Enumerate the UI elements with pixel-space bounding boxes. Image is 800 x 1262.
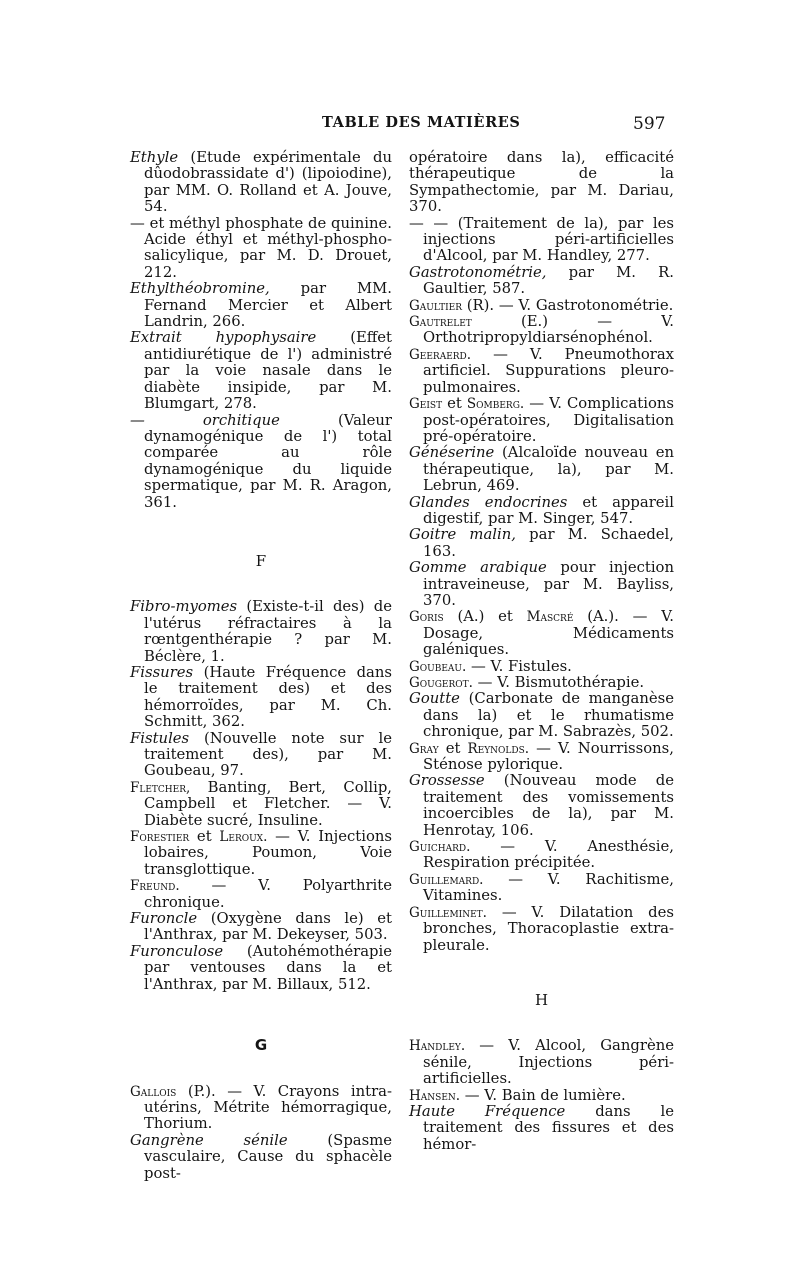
entry-text: — V. Alcool, Gangrène sénile, Injections péri-artificielles. [423, 1037, 674, 1088]
entry-text: dans le traitement des fissures et des hémor- [423, 1102, 674, 1153]
index-entry [409, 445, 674, 494]
entry-heading: Glandes endocrines [409, 493, 568, 511]
entry-text: (Existe-t-il des) de l'utérus réfractaires à la rœntgenthérapie ? par M. Béclère, 1. [144, 598, 392, 665]
index-entry [409, 872, 674, 905]
entry-text: (Haute Fréquence dans le traitement des) et des hémorroïdes, par M. Ch. Schmitt, 362. [144, 663, 392, 731]
index-entry [409, 314, 674, 347]
entry-heading: Haute Fréquence [409, 1102, 566, 1120]
index-entry [130, 878, 392, 911]
index-entry [409, 560, 674, 609]
author-name: Reynolds. [467, 740, 530, 757]
entry-heading: Ethylthéobromine, [130, 280, 270, 298]
entry-text: — V. Rachitisme, Vitamines. [423, 870, 674, 905]
index-entry [130, 780, 392, 829]
section-letter-h: H [534, 990, 549, 1009]
entry-heading: Généserine [409, 444, 495, 462]
index-entry [409, 298, 674, 314]
right-column [409, 150, 674, 1153]
index-entry [130, 281, 392, 330]
entry-text: (A.). — V. Dosage, Médicaments galéniques. [423, 608, 674, 659]
entry-heading: Extrait hypophysaire [130, 329, 317, 347]
entry-heading: Fistules [130, 729, 190, 747]
section-letter-g: G [254, 1036, 268, 1055]
index-entry [130, 413, 392, 511]
index-entry [130, 599, 392, 665]
entry-heading: Furonculose [130, 942, 224, 960]
entries-block [130, 599, 392, 993]
index-entry [409, 839, 674, 872]
index-entry [409, 396, 674, 445]
entry-text: — V. Dilatation des bronches, Thoracoplastie extra-pleurale. [423, 903, 674, 954]
entries-block [409, 1038, 674, 1153]
entry-heading: Fibro-myomes [130, 598, 238, 616]
index-entry [409, 773, 674, 839]
author-name: Geeraerd. [409, 346, 472, 363]
author-name: Gougerot. [409, 675, 473, 691]
author-name: Geist [409, 396, 443, 413]
author-name: Gautrelet [409, 314, 472, 331]
author-name: Leroux. [219, 829, 268, 846]
entry-text: — V. Anesthésie, Respiration précipitée. [423, 838, 674, 872]
entry-heading: Grossesse [409, 772, 485, 790]
section-letter-f: F [255, 551, 267, 570]
entry-text: — V. Pneumothorax artificiel. Suppurations pleuro-pulmonaires. [423, 345, 674, 396]
entry-heading: Fissures [130, 663, 194, 681]
entry-heading: — orchitique [130, 411, 280, 429]
index-entry [409, 741, 674, 774]
entry-text: — V. Bismutothérapie. [472, 674, 645, 691]
entry-text: (Oxygène dans le) et l'Anthrax, par M. Dekeyser, 503. [144, 910, 392, 944]
entry-text: par M. R. Gaultier, 587. [423, 263, 674, 298]
entry-text: pour injection intraveineuse, par M. Bayliss, 370. [423, 559, 675, 609]
index-entry [409, 1104, 674, 1153]
entry-text: et [438, 739, 468, 757]
author-name: Gallois [130, 1083, 177, 1100]
author-name: Guichard. [409, 839, 471, 856]
index-entry [130, 829, 392, 878]
entry-heading: Goutte [409, 690, 460, 708]
entry-text: (Carbonate de manganèse dans la) et le rhumatisme chronique, par M. Sabrazès, 502. [423, 690, 674, 741]
entry-text: — V. Bain de lumière. [460, 1086, 626, 1104]
entry-text: (A.) et [443, 608, 527, 626]
index-entry [409, 675, 674, 691]
entry-text: — V. Polyarthrite chronique. [144, 877, 392, 911]
entry-text: (Effet antidiurétique de l') administré par la voie nasale dans le diabète insipide, par M. Blumgart, 278. [144, 329, 393, 413]
index-entry [409, 1038, 674, 1087]
entry-text: et appareil digestif, par M. Singer, 547. [423, 493, 674, 527]
index-entry [409, 905, 674, 954]
index-entry [130, 911, 392, 944]
author-name: Goubeau. [409, 658, 467, 675]
entry-text: par M. Schaedel, 163. [423, 526, 674, 560]
index-entry [409, 495, 674, 528]
index-entry [130, 665, 392, 731]
author-name: Guilleminet. [409, 904, 487, 921]
page-number: 597 [633, 114, 666, 134]
index-entry [130, 731, 392, 780]
author-name: Somberg. [466, 396, 525, 413]
entry-text: Banting, Bert, Collip, Campbell et Fletcher. — V. Diabète sucré, Insuline. [144, 778, 392, 829]
running-title: TABLE DES MATIÈRES [322, 114, 521, 131]
index-entry [409, 347, 674, 396]
index-entry [409, 216, 674, 265]
author-name: Fletcher, [130, 779, 191, 796]
entry-text: (Nouvelle note sur le traitement des), par M. Goubeau, 97. [144, 729, 392, 780]
entry-text: (Etude expérimentale du dûodobrassidate d') (lipoiodine), par MM. O. Rolland et A. Jouve, 54. [144, 149, 392, 216]
entry-heading: Gangrène sénile [130, 1131, 288, 1149]
entry-heading: Furoncle [130, 910, 198, 928]
author-name: Hansen. [409, 1087, 461, 1104]
entry-text: (Autohémothérapie par ventouses dans la et l'Anthrax, par M. Billaux, 512. [144, 942, 392, 993]
author-name: Handley. [409, 1038, 466, 1055]
entry-heading: Ethyle [130, 149, 179, 166]
index-entry [409, 265, 674, 298]
entry-text: (Valeur dynamogénique de l') total comparée au rôle dynamogénique du liquide spermatique, par M. R. Aragon, 361. [144, 411, 392, 511]
index-entry [130, 944, 392, 993]
entry-text: — V. Fistules. [466, 657, 572, 675]
author-name: Gray [409, 740, 439, 757]
entry-text: (P.). — V. Crayons intra-utérins, Métrite hémorragique, Thorium. [144, 1082, 392, 1133]
page-header [0, 114, 800, 138]
index-entry [130, 330, 392, 412]
index-entry [409, 150, 674, 216]
entry-heading: Gomme arabique [409, 559, 547, 577]
entry-text: — V. Nourrissons, Sténose pylorique. [423, 739, 674, 774]
author-name: Freund. [130, 878, 180, 895]
entry-text: (R). — V. Gastrotonométrie. [462, 296, 674, 314]
author-name: Forestier [130, 829, 190, 846]
index-entry [409, 609, 674, 658]
index-entry [409, 1088, 674, 1104]
entries-block [130, 150, 392, 511]
author-name: Guillemard. [409, 871, 484, 888]
entry-text: (Spasme vasculaire, Cause du sphacèle post- [144, 1131, 392, 1182]
entry-text: — V. Complications post-opératoires, Digitalisation pré-opératoire. [423, 395, 674, 445]
entry-text: opératoire dans la), efficacité thérapeutique de la Sympathectomie, par M. Dariau, 370. [409, 149, 674, 216]
entry-text: (E.) — V. Orthotripropyldiarsénophénol. [423, 313, 674, 347]
author-name: Mascré [526, 609, 574, 626]
index-entry [130, 1084, 392, 1133]
entry-text: et [189, 828, 220, 846]
index-entry [409, 659, 674, 675]
index-entry [409, 691, 674, 740]
entry-text: — V. Injections lobaires, Poumon, Voie transglottique. [144, 828, 392, 878]
author-name: Goris [409, 609, 444, 626]
index-entry [130, 216, 392, 282]
entry-text: et [442, 395, 467, 413]
index-entry [130, 1133, 392, 1182]
left-column [130, 150, 392, 1182]
index-entry [409, 527, 674, 560]
entry-text: (Alcaloïde nouveau en thérapeutique, la), par M. Lebrun, 469. [423, 444, 674, 495]
entry-text: — et méthyl phosphate de quinine. Acide éthyl et méthyl-phospho-salicylique, par M. D. Drouet, 212. [130, 214, 392, 281]
author-name: Gaultier [409, 297, 463, 314]
entry-text: — — (Traitement de la), par les injections péri-artificielles d'Alcool, par M. Handley, 277. [409, 214, 674, 265]
entry-text: (Nouveau mode de traitement des vomissements incoercibles de la), par M. Henrotay, 106. [423, 772, 674, 839]
entries-block [409, 150, 674, 954]
index-entry [130, 150, 392, 216]
entries-block [130, 1084, 392, 1182]
entry-heading: Goitre malin, [409, 526, 516, 544]
entry-text: par MM. Fernand Mercier et Albert Landrin, 266. [144, 280, 392, 331]
entry-heading: Gastrotonométrie, [409, 263, 547, 281]
